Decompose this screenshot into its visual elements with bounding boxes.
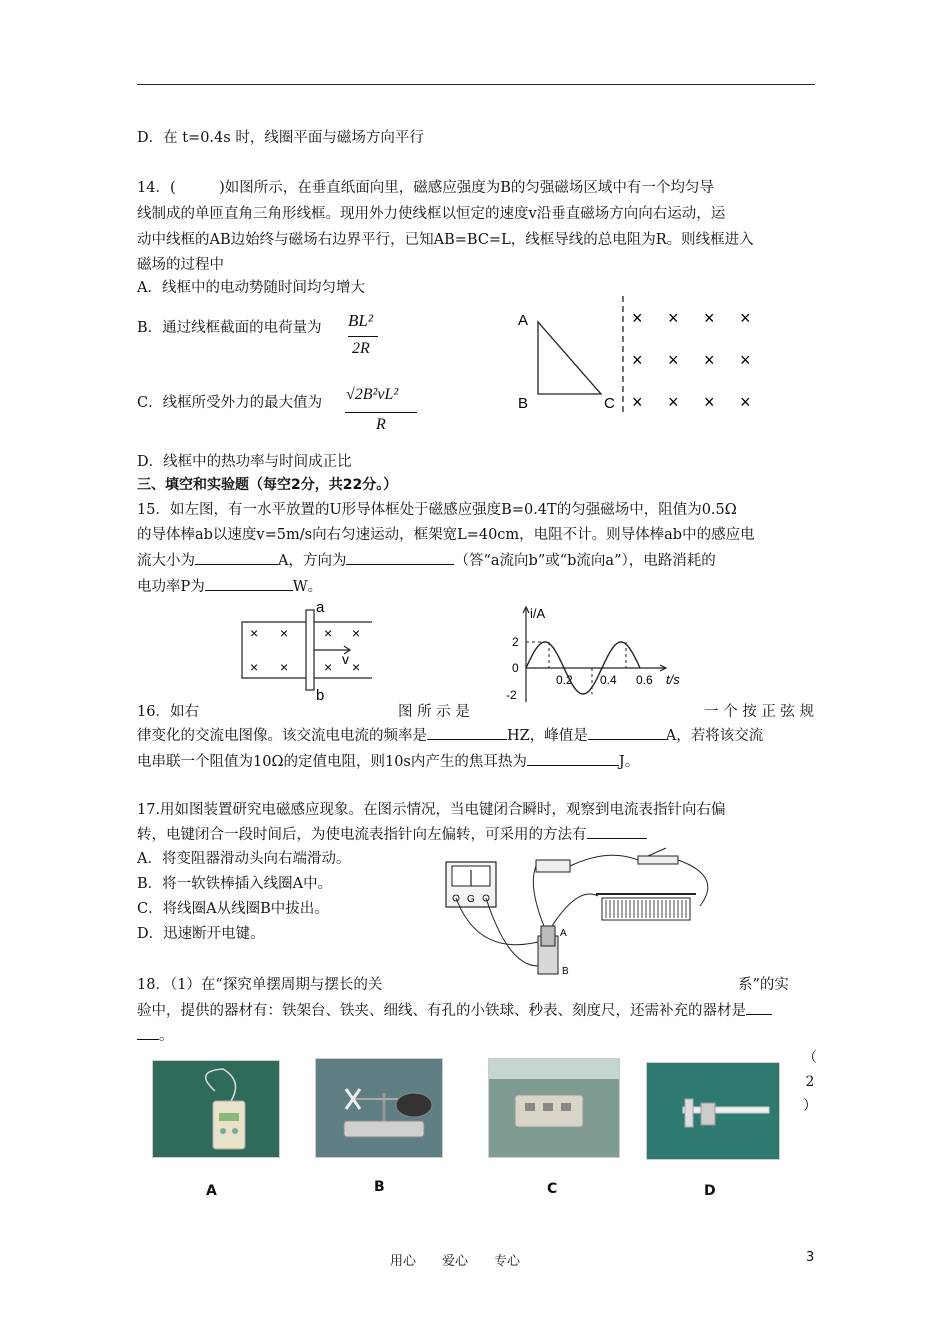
q17-stem-line1: 17.用如图装置研究电磁感应现象。在图示情况，当电键闭合瞬时，观察到电流表指针向右偏: [137, 802, 726, 818]
photo-d-main-scale: [683, 1107, 769, 1113]
field-cross: ×: [668, 350, 679, 370]
x-tick-0.4: 0.4: [600, 673, 617, 687]
photo-c-illustration: [489, 1059, 619, 1157]
photo-a-device-body: [213, 1101, 245, 1149]
q17-option-c: C．将线圈A从线圈B中拔出。: [137, 901, 329, 917]
section3-title: 三、填空和实验题（每空2分，共22分。）: [137, 477, 398, 493]
q17-blank-answer[interactable]: [587, 824, 647, 839]
photo-a-button-left: [220, 1128, 226, 1134]
photo-a-illustration: [153, 1061, 279, 1157]
q18-blank-extra-equipment-cont[interactable]: [137, 1025, 159, 1040]
q16-blank-frequency[interactable]: [427, 725, 507, 740]
q16-sine-graph: [496, 602, 696, 706]
photo-d-illustration: [647, 1063, 779, 1159]
field-cross: ×: [632, 308, 643, 328]
photo-d-sliding-jaw: [701, 1103, 715, 1125]
q14-stem-line3: 动中线框的AB边始终与磁场右边界平行，已知AB=BC=L，线框导线的总电阻为R。则线框进入: [137, 232, 754, 248]
page-number: 3: [806, 1250, 815, 1265]
photo-a-display: [219, 1113, 239, 1121]
photo-c-slot-1: [525, 1103, 535, 1111]
q15-stem-line4: 电功率P为 W。: [137, 575, 817, 599]
q15-blank-current[interactable]: [195, 550, 278, 565]
conductor-rod: [306, 610, 314, 690]
q17-induction-apparatus: [438, 846, 720, 980]
photo-c-slot-2: [543, 1103, 553, 1111]
photo-d-vernier-caliper: [646, 1062, 780, 1160]
q14-option-c-fraction-bar: [345, 412, 417, 413]
coil-a-label: A: [560, 928, 567, 939]
q15-blank-power[interactable]: [205, 576, 293, 591]
q16-stem-line3: 电串联一个阻值为10Ω的定值电阻，则10s内产生的焦耳热为 J。: [137, 750, 817, 774]
field-cross: ×: [704, 308, 715, 328]
switch: [638, 856, 678, 864]
field-crosses: [632, 308, 751, 412]
wire-2: [486, 898, 538, 966]
q17-stem-line2: 转，电键闭合一段时间后，为使电流表指针向左偏转，可采用的方法有: [137, 823, 817, 847]
field-cross: ×: [280, 659, 289, 675]
photo-b-base: [344, 1121, 424, 1137]
field-cross: ×: [324, 659, 333, 675]
q14-option-b-fraction-bar: [348, 336, 378, 337]
coil-a: [541, 926, 555, 946]
q16-stem-line1a: 16．如右: [137, 704, 199, 720]
q17-option-d: D．迅速断开电键。: [137, 926, 265, 942]
q14-option-c-numerator: √2B²vL²: [346, 386, 399, 403]
x-tick-0.6: 0.6: [636, 673, 653, 687]
photo-a-stopwatch-device: [152, 1060, 280, 1158]
field-cross: ×: [668, 392, 679, 412]
q15-stem-line3: 流大小为 A，方向为 （答“a流向b”或“b流向a”），电路消耗的: [137, 549, 817, 573]
q17-option-b: B．将一软铁棒插入线圈A中。: [137, 876, 333, 892]
vertex-b-label: B: [518, 395, 529, 412]
field-cross: ×: [280, 625, 289, 641]
q14-option-a: A．线框中的电动势随时间均匀增大: [137, 280, 365, 296]
velocity-label: v: [342, 651, 349, 667]
q18-part2-marker: （ 2 ）: [803, 1050, 817, 1114]
photo-b-pan: [396, 1093, 432, 1117]
q16-blank-peak[interactable]: [588, 725, 666, 740]
q14-option-c-denominator: R: [376, 416, 386, 433]
q14-stem-line1: 14．( )如图所示，在垂直纸面向里，磁感应强度为B的匀强磁场区域中有一个均匀导: [137, 180, 714, 196]
q15-stem-line1: 15．如左图，有一水平放置的U形导体框处于磁感应强度B=0.4T的匀强磁场中，阻值为0.5Ω: [137, 502, 737, 518]
field-cross: ×: [324, 625, 333, 641]
q15-blank-direction[interactable]: [346, 550, 454, 565]
q16-stem-line2: 律变化的交流电图像。该交流电电流的频率是 HZ，峰值是 A，若将该交流: [137, 724, 817, 748]
q14-option-d: D．线框中的热功率与时间成正比: [137, 454, 352, 470]
q14-option-b: B．通过线框截面的电荷量为: [137, 320, 322, 336]
photo-a-label: A: [206, 1183, 217, 1199]
q14-stem-line2: 线制成的单匝直角三角形线框。现用外力使线框以恒定的速度v沿垂直磁场方向向右运动，运: [137, 206, 726, 222]
q18-blank-extra-equipment[interactable]: [746, 1000, 772, 1015]
y-tick-0: 0: [512, 661, 519, 675]
field-cross: ×: [668, 308, 679, 328]
photo-d-fixed-jaw: [685, 1099, 693, 1127]
q15-stem-line2: 的导体棒ab以速度v=5m/s向右匀速运动，框架宽L=40cm，电阻不计。则导体棒ab中的感应电: [137, 527, 755, 543]
photo-c-label: C: [547, 1181, 558, 1197]
q15-u-frame-figure: [232, 598, 392, 704]
field-cross: ×: [250, 659, 259, 675]
wire-3: [533, 866, 544, 926]
q16-stem-line1c: 一 个 按 正 弦 规: [704, 704, 815, 720]
q18-stem-line1b: 系”的实: [738, 977, 789, 993]
photo-c-slot-3: [561, 1103, 571, 1111]
photo-c-background-strip: [489, 1059, 619, 1079]
q13-option-d: D．在 t=0.4s 时，线圈平面与磁场方向平行: [137, 130, 424, 146]
wire-5: [570, 855, 638, 866]
triangle-frame: [538, 322, 601, 394]
q17-option-a: A．将变阻器滑动头向右端滑动。: [137, 851, 351, 867]
field-cross: ×: [632, 350, 643, 370]
q18-stem-line1a: 18．（1）在“探究单摆周期与摆长的关: [137, 977, 383, 993]
q16-blank-heat[interactable]: [527, 751, 619, 766]
photo-d-label: D: [704, 1183, 716, 1199]
q14-option-b-numerator: BL²: [348, 311, 373, 330]
q18-stem-line2: 验中，提供的器材有：铁架台、铁夹、细线、有孔的小铁球、秒表、刻度尺，还需补充的器材是: [137, 999, 817, 1023]
field-cross: ×: [740, 308, 751, 328]
field-cross: ×: [740, 392, 751, 412]
photo-a-button-right: [232, 1128, 238, 1134]
footer-motto: 用心 爱心 专心: [390, 1254, 521, 1269]
q14-triangle-field-figure: [508, 292, 773, 422]
field-cross: ×: [740, 350, 751, 370]
q16-stem-line1b: 图 所 示 是: [398, 704, 470, 720]
q14-option-b-denominator: 2R: [352, 340, 370, 357]
photo-a-wire: [206, 1069, 236, 1101]
x-axis-label: t/s: [666, 672, 680, 687]
header-rule: [137, 84, 815, 85]
rod-end-b-label: b: [316, 687, 325, 704]
y-axis-label: i/A: [530, 606, 546, 621]
photo-b-illustration: [316, 1059, 442, 1157]
q14-stem-line4: 磁场的过程中: [137, 257, 224, 273]
y-tick-2: 2: [512, 635, 519, 649]
x-tick-0.2: 0.2: [556, 673, 573, 687]
photo-c-weight-block: [488, 1058, 620, 1158]
q18-stem-line3: 。: [137, 1024, 817, 1048]
field-cross: ×: [704, 350, 715, 370]
galvanometer-label: G: [467, 894, 475, 905]
y-tick-neg2: -2: [506, 688, 517, 702]
field-cross: ×: [704, 392, 715, 412]
field-cross: ×: [250, 625, 259, 641]
vertex-a-label: A: [518, 312, 529, 329]
rheostat-windings: [606, 900, 686, 918]
q14-option-c: C．线框所受外力的最大值为: [137, 395, 323, 411]
field-cross: ×: [632, 392, 643, 412]
switch-lever: [648, 848, 666, 856]
field-cross: ×: [352, 659, 361, 675]
battery: [536, 860, 570, 872]
rod-end-a-label: a: [316, 599, 325, 616]
vertex-c-label: C: [604, 395, 615, 412]
field-cross: ×: [352, 625, 361, 641]
wire-4: [552, 894, 598, 926]
photo-b-label: B: [374, 1179, 385, 1195]
photo-b-balance-scale: [315, 1058, 443, 1158]
coil-b-label: B: [562, 966, 569, 977]
